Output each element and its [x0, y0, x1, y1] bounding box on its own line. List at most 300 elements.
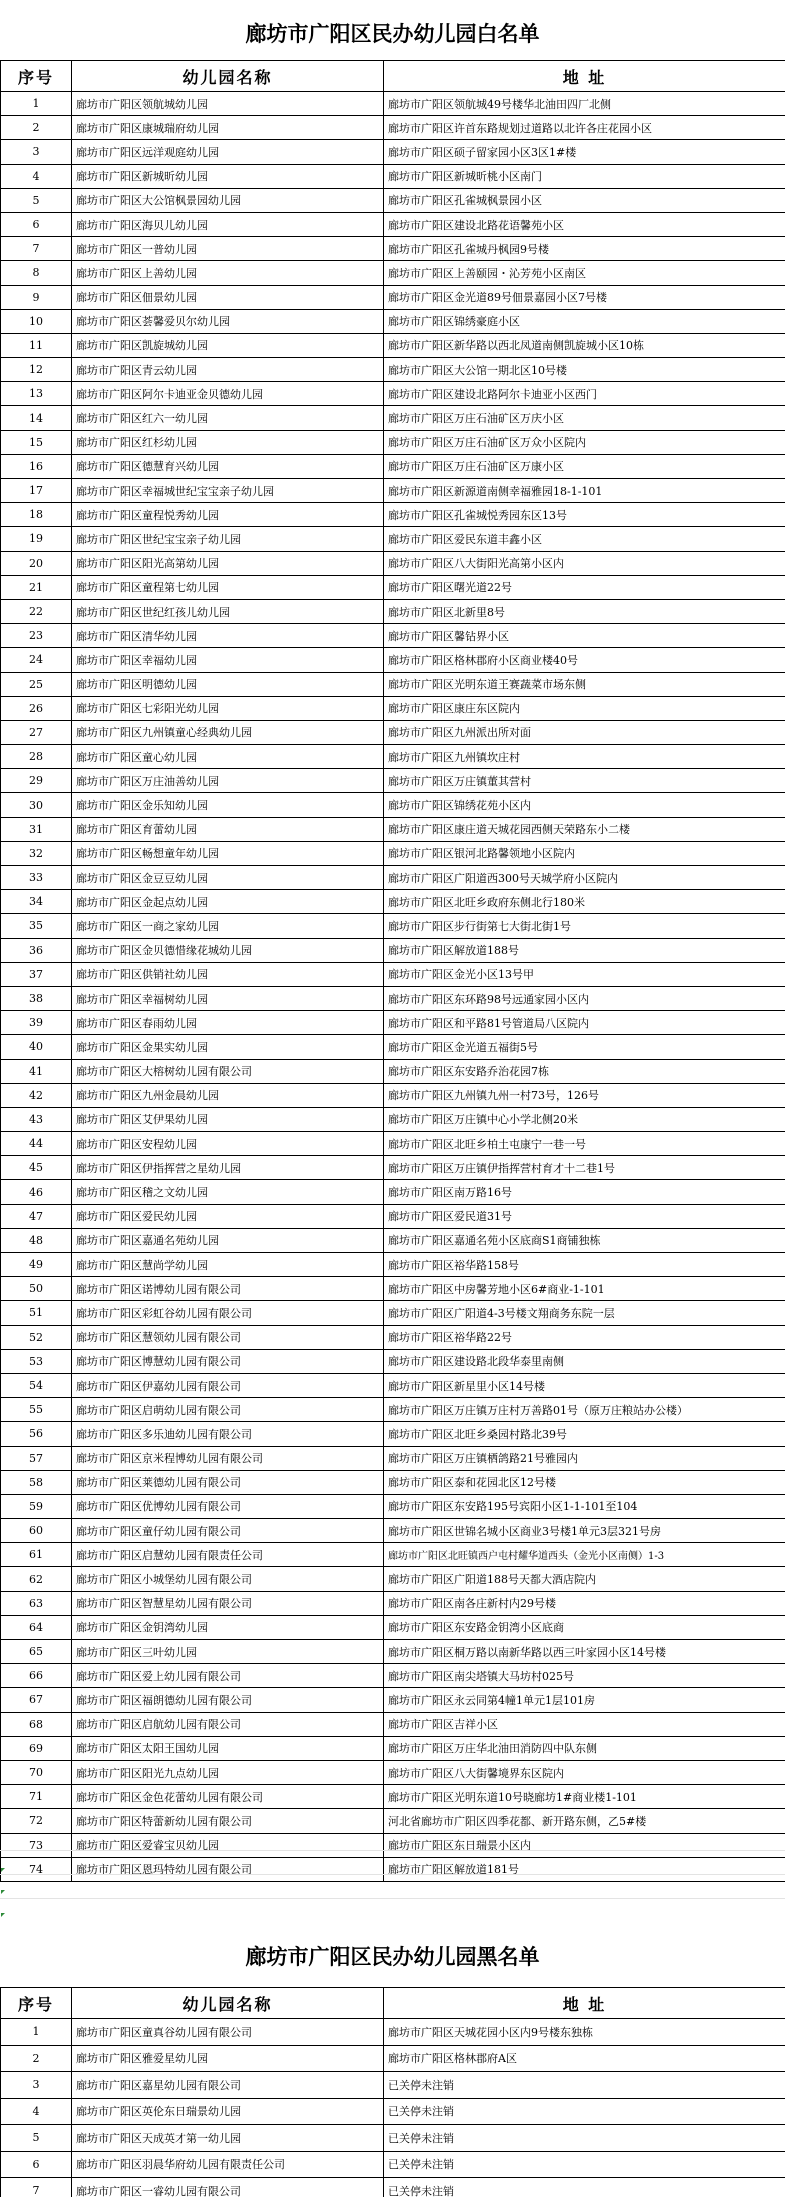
kindergarten-name: 廊坊市广阳区艾伊果幼儿园 [72, 1107, 384, 1131]
kindergarten-name: 廊坊市广阳区领航城幼儿园 [72, 92, 384, 116]
kindergarten-name: 廊坊市广阳区爱上幼儿园有限公司 [72, 1664, 384, 1688]
kindergarten-name: 廊坊市广阳区九州镇童心经典幼儿园 [72, 720, 384, 744]
kindergarten-address: 廊坊市广阳区东日瑞景小区内 [384, 1833, 785, 1857]
kindergarten-name: 廊坊市广阳区童心幼儿园 [72, 745, 384, 769]
row-number: 49 [1, 1253, 72, 1277]
kindergarten-address: 河北省廊坊市广阳区四季花都、新开路东侧，乙5#楼 [384, 1809, 785, 1833]
kindergarten-name: 廊坊市广阳区爱民幼儿园 [72, 1204, 384, 1228]
kindergarten-name: 廊坊市广阳区嘉星幼儿园有限公司 [72, 2072, 384, 2099]
row-number: 40 [1, 1035, 72, 1059]
table-row [1, 2151, 785, 2178]
kindergarten-name: 廊坊市广阳区金果实幼儿园 [72, 1035, 384, 1059]
kindergarten-address: 廊坊市广阳区曙光道22号 [384, 575, 785, 599]
table-row [1, 696, 785, 720]
kindergarten-name: 廊坊市广阳区九州金晨幼儿园 [72, 1083, 384, 1107]
table-row [1, 1059, 785, 1083]
table-row [1, 1494, 785, 1518]
row-number: 23 [1, 624, 72, 648]
row-number: 8 [1, 261, 72, 285]
kindergarten-address: 廊坊市广阳区新星里小区14号楼 [384, 1373, 785, 1397]
kindergarten-address: 廊坊市广阳区光明东道王赛蔬菜市场东侧 [384, 672, 785, 696]
row-number: 21 [1, 575, 72, 599]
table-row [1, 575, 785, 599]
table-row [1, 1349, 785, 1373]
row-number: 20 [1, 551, 72, 575]
header-no: 序号 [1, 61, 72, 92]
kindergarten-name: 廊坊市广阳区幸福幼儿园 [72, 648, 384, 672]
kindergarten-address: 廊坊市广阳区和平路81号管道局八区院内 [384, 1011, 785, 1035]
table-row [1, 1519, 785, 1543]
empty-grid-line [0, 1898, 785, 1899]
row-number: 4 [1, 164, 72, 188]
table-row [1, 890, 785, 914]
table-row [1, 817, 785, 841]
table-row [1, 333, 785, 357]
row-number: 59 [1, 1494, 72, 1518]
kindergarten-name: 廊坊市广阳区新城昕幼儿园 [72, 164, 384, 188]
kindergarten-name: 廊坊市广阳区金贝德惜缘花城幼儿园 [72, 938, 384, 962]
header-name: 幼儿园名称 [72, 1988, 384, 2019]
kindergarten-address: 廊坊市广阳区北新里8号 [384, 599, 785, 623]
kindergarten-address: 廊坊市广阳区爱民东道丰鑫小区 [384, 527, 785, 551]
header-row [1, 61, 785, 92]
kindergarten-address: 廊坊市广阳区北旺乡政府东侧北行180米 [384, 890, 785, 914]
row-number: 56 [1, 1422, 72, 1446]
kindergarten-address: 已关停未注销 [384, 2151, 785, 2178]
row-number: 47 [1, 1204, 72, 1228]
kindergarten-address: 廊坊市广阳区领航城49号楼华北油田四厂北侧 [384, 92, 785, 116]
kindergarten-address: 廊坊市广阳区金光道五福街5号 [384, 1035, 785, 1059]
row-number: 71 [1, 1785, 72, 1809]
kindergarten-address: 廊坊市广阳区大公馆一期北区10号楼 [384, 358, 785, 382]
table-row [1, 188, 785, 212]
kindergarten-name: 廊坊市广阳区博慧幼儿园有限公司 [72, 1349, 384, 1373]
kindergarten-address: 廊坊市广阳区硕子留家园小区3区1#楼 [384, 140, 785, 164]
kindergarten-address: 廊坊市广阳区锦绣花苑小区内 [384, 793, 785, 817]
row-number: 2 [1, 2045, 72, 2072]
kindergarten-address: 廊坊市广阳区吉祥小区 [384, 1712, 785, 1736]
table-row [1, 1107, 785, 1131]
table-row [1, 1640, 785, 1664]
kindergarten-name: 廊坊市广阳区佃景幼儿园 [72, 285, 384, 309]
table-row [1, 2072, 785, 2099]
row-number: 46 [1, 1180, 72, 1204]
row-number: 44 [1, 1132, 72, 1156]
row-number: 3 [1, 140, 72, 164]
kindergarten-name: 廊坊市广阳区畅想童年幼儿园 [72, 841, 384, 865]
row-number: 58 [1, 1470, 72, 1494]
kindergarten-address: 廊坊市广阳区天城花园小区内9号楼东独栋 [384, 2019, 785, 2046]
table-row [1, 2045, 785, 2072]
table-row [1, 1809, 785, 1833]
table-row [1, 1180, 785, 1204]
row-number: 6 [1, 212, 72, 236]
kindergarten-address: 廊坊市广阳区馨钻界小区 [384, 624, 785, 648]
row-number: 70 [1, 1760, 72, 1784]
row-number: 55 [1, 1398, 72, 1422]
kindergarten-address: 廊坊市广阳区万庄镇万庄村万善路01号（原万庄粮站办公楼） [384, 1398, 785, 1422]
kindergarten-name: 廊坊市广阳区诺博幼儿园有限公司 [72, 1277, 384, 1301]
row-number: 5 [1, 2125, 72, 2152]
kindergarten-address: 廊坊市广阳区裕华路158号 [384, 1253, 785, 1277]
row-number: 14 [1, 406, 72, 430]
table-row [1, 769, 785, 793]
table-row [1, 454, 785, 478]
row-number: 62 [1, 1567, 72, 1591]
table-row [1, 92, 785, 116]
header-name: 幼儿园名称 [72, 61, 384, 92]
kindergarten-name: 廊坊市广阳区嘉通名苑幼儿园 [72, 1228, 384, 1252]
kindergarten-name: 廊坊市广阳区金起点幼儿园 [72, 890, 384, 914]
row-number: 22 [1, 599, 72, 623]
table-row [1, 1857, 785, 1881]
kindergarten-address: 廊坊市广阳区万庄镇栖鸽路21号雅园内 [384, 1446, 785, 1470]
row-number: 54 [1, 1373, 72, 1397]
kindergarten-address: 廊坊市广阳区新源道南侧幸福雅园18-1-101 [384, 479, 785, 503]
kindergarten-address: 廊坊市广阳区万庄镇伊指挥营村育才十二巷1号 [384, 1156, 785, 1180]
kindergarten-address: 廊坊市广阳区康庄道天城花园西侧天荣路东小二楼 [384, 817, 785, 841]
table-row [1, 1011, 785, 1035]
kindergarten-address: 廊坊市广阳区中房馨芳地小区6#商业-1-101 [384, 1277, 785, 1301]
row-number: 38 [1, 986, 72, 1010]
row-number: 73 [1, 1833, 72, 1857]
row-number: 26 [1, 696, 72, 720]
row-number: 18 [1, 503, 72, 527]
kindergarten-address: 廊坊市广阳区泰和花园北区12号楼 [384, 1470, 785, 1494]
kindergarten-address: 廊坊市广阳区步行街第七大街北街1号 [384, 914, 785, 938]
row-number: 13 [1, 382, 72, 406]
row-number: 51 [1, 1301, 72, 1325]
table-row [1, 1325, 785, 1349]
table-row [1, 624, 785, 648]
row-number: 11 [1, 333, 72, 357]
blacklist-body [1, 2019, 785, 2197]
kindergarten-address: 廊坊市广阳区建设北路花语馨苑小区 [384, 212, 785, 236]
kindergarten-name: 廊坊市广阳区幸福树幼儿园 [72, 986, 384, 1010]
table-row [1, 1301, 785, 1325]
kindergarten-name: 廊坊市广阳区红杉幼儿园 [72, 430, 384, 454]
table-row [1, 527, 785, 551]
table-row [1, 914, 785, 938]
kindergarten-address: 廊坊市广阳区建设路北段华泰里南侧 [384, 1349, 785, 1373]
table-row [1, 382, 785, 406]
table-row [1, 2178, 785, 2197]
kindergarten-address: 廊坊市广阳区解放道188号 [384, 938, 785, 962]
kindergarten-address: 廊坊市广阳区金光小区13号甲 [384, 962, 785, 986]
kindergarten-name: 廊坊市广阳区红六一幼儿园 [72, 406, 384, 430]
blacklist-title: 廊坊市广阳区民办幼儿园黑名单 [245, 1944, 540, 1969]
kindergarten-name: 廊坊市广阳区海贝儿幼儿园 [72, 212, 384, 236]
row-number: 7 [1, 237, 72, 261]
kindergarten-name: 廊坊市广阳区金豆豆幼儿园 [72, 866, 384, 890]
kindergarten-address: 廊坊市广阳区格林郡府小区商业楼40号 [384, 648, 785, 672]
kindergarten-address: 廊坊市广阳区永云同第4幢1单元1层101房 [384, 1688, 785, 1712]
kindergarten-address: 廊坊市广阳区东安路乔治花园7栋 [384, 1059, 785, 1083]
kindergarten-name: 廊坊市广阳区一商之家幼儿园 [72, 914, 384, 938]
row-number: 32 [1, 841, 72, 865]
kindergarten-name: 廊坊市广阳区恩玛特幼儿园有限公司 [72, 1857, 384, 1881]
kindergarten-address: 廊坊市广阳区北旺乡桑园村路北39号 [384, 1422, 785, 1446]
table-row [1, 938, 785, 962]
row-number: 60 [1, 1519, 72, 1543]
table-row [1, 1035, 785, 1059]
kindergarten-name: 廊坊市广阳区童仔幼儿园有限公司 [72, 1519, 384, 1543]
cell-error-marker [1, 1913, 5, 1917]
kindergarten-name: 廊坊市广阳区一普幼儿园 [72, 237, 384, 261]
kindergarten-name: 廊坊市广阳区福朗德幼儿园有限公司 [72, 1688, 384, 1712]
kindergarten-address: 已关停未注销 [384, 2098, 785, 2125]
table-row [1, 672, 785, 696]
kindergarten-address: 廊坊市广阳区康庄东区院内 [384, 696, 785, 720]
row-number: 3 [1, 2072, 72, 2099]
kindergarten-name: 廊坊市广阳区育蕾幼儿园 [72, 817, 384, 841]
kindergarten-name: 廊坊市广阳区德慧育兴幼儿园 [72, 454, 384, 478]
kindergarten-name: 廊坊市广阳区康城瑞府幼儿园 [72, 116, 384, 140]
kindergarten-name: 廊坊市广阳区三叶幼儿园 [72, 1640, 384, 1664]
empty-grid-line [0, 1874, 785, 1875]
row-number: 24 [1, 648, 72, 672]
kindergarten-address: 廊坊市广阳区桐万路以南新华路以西三叶家园小区14号楼 [384, 1640, 785, 1664]
kindergarten-address: 廊坊市广阳区北旺镇西户屯村耀华道西头（金光小区南侧）1-3 [384, 1543, 785, 1567]
whitelist-title: 廊坊市广阳区民办幼儿园白名单 [245, 21, 540, 46]
table-row [1, 841, 785, 865]
table-row [1, 503, 785, 527]
kindergarten-address: 廊坊市广阳区万庄华北油田消防四中队东侧 [384, 1736, 785, 1760]
empty-grid-line [0, 1850, 785, 1851]
kindergarten-address: 廊坊市广阳区万庄石油矿区万康小区 [384, 454, 785, 478]
kindergarten-name: 廊坊市广阳区优博幼儿园有限公司 [72, 1494, 384, 1518]
row-number: 6 [1, 2151, 72, 2178]
kindergarten-address: 廊坊市广阳区九州镇九州一村73号，126号 [384, 1083, 785, 1107]
kindergarten-address: 廊坊市广阳区广阳道西300号天城学府小区院内 [384, 866, 785, 890]
kindergarten-address: 廊坊市广阳区广阳道188号天都大酒店院内 [384, 1567, 785, 1591]
row-number: 30 [1, 793, 72, 817]
kindergarten-name: 廊坊市广阳区阳光高第幼儿园 [72, 551, 384, 575]
kindergarten-name: 廊坊市广阳区莱德幼儿园有限公司 [72, 1470, 384, 1494]
kindergarten-name: 廊坊市广阳区京米程博幼儿园有限公司 [72, 1446, 384, 1470]
kindergarten-name: 廊坊市广阳区青云幼儿园 [72, 358, 384, 382]
table-row [1, 1833, 785, 1857]
table-row [1, 406, 785, 430]
table-row [1, 1083, 785, 1107]
row-number: 15 [1, 430, 72, 454]
kindergarten-address: 廊坊市广阳区爱民道31号 [384, 1204, 785, 1228]
row-number: 74 [1, 1857, 72, 1881]
whitelist-table [0, 60, 785, 1882]
table-row [1, 986, 785, 1010]
table-row [1, 1373, 785, 1397]
row-number: 37 [1, 962, 72, 986]
table-row [1, 2125, 785, 2152]
table-row [1, 1422, 785, 1446]
kindergarten-address: 廊坊市广阳区广阳道4-3号楼文翔商务东院一层 [384, 1301, 785, 1325]
kindergarten-address: 廊坊市广阳区银河北路馨领地小区院内 [384, 841, 785, 865]
row-number: 61 [1, 1543, 72, 1567]
table-row [1, 1446, 785, 1470]
kindergarten-address: 廊坊市广阳区东安路195号宾阳小区1-1-101至104 [384, 1494, 785, 1518]
kindergarten-name: 廊坊市广阳区世纪宝宝亲子幼儿园 [72, 527, 384, 551]
kindergarten-name: 廊坊市广阳区伊嘉幼儿园有限公司 [72, 1373, 384, 1397]
kindergarten-name: 廊坊市广阳区智慧星幼儿园有限公司 [72, 1591, 384, 1615]
kindergarten-address: 廊坊市广阳区金光道89号佃景嘉园小区7号楼 [384, 285, 785, 309]
table-row [1, 1736, 785, 1760]
row-number: 27 [1, 720, 72, 744]
table-row [1, 1591, 785, 1615]
row-number: 33 [1, 866, 72, 890]
table-row [1, 261, 785, 285]
table-row [1, 237, 785, 261]
row-number: 16 [1, 454, 72, 478]
row-number: 7 [1, 2178, 72, 2197]
kindergarten-address: 廊坊市广阳区孔雀城悦秀园东区13号 [384, 503, 785, 527]
kindergarten-address: 廊坊市广阳区光明东道10号晓廊坊1#商业楼1-101 [384, 1785, 785, 1809]
kindergarten-address: 廊坊市广阳区万庄镇中心小学北侧20米 [384, 1107, 785, 1131]
kindergarten-address: 廊坊市广阳区孔雀城枫景园小区 [384, 188, 785, 212]
kindergarten-name: 廊坊市广阳区多乐迪幼儿园有限公司 [72, 1422, 384, 1446]
kindergarten-name: 廊坊市广阳区启航幼儿园有限公司 [72, 1712, 384, 1736]
kindergarten-name: 廊坊市广阳区安程幼儿园 [72, 1132, 384, 1156]
table-row [1, 212, 785, 236]
kindergarten-name: 廊坊市广阳区大榕树幼儿园有限公司 [72, 1059, 384, 1083]
kindergarten-address: 廊坊市广阳区万庄镇董其营村 [384, 769, 785, 793]
kindergarten-address: 廊坊市广阳区万庄石油矿区万众小区院内 [384, 430, 785, 454]
kindergarten-name: 廊坊市广阳区伊指挥营之星幼儿园 [72, 1156, 384, 1180]
table-row [1, 793, 785, 817]
kindergarten-name: 廊坊市广阳区慧尚学幼儿园 [72, 1253, 384, 1277]
row-number: 67 [1, 1688, 72, 1712]
row-number: 72 [1, 1809, 72, 1833]
kindergarten-name: 廊坊市广阳区雅爱星幼儿园 [72, 2045, 384, 2072]
row-number: 52 [1, 1325, 72, 1349]
kindergarten-address: 已关停未注销 [384, 2072, 785, 2099]
kindergarten-address: 已关停未注销 [384, 2178, 785, 2197]
row-number: 69 [1, 1736, 72, 1760]
table-row [1, 745, 785, 769]
kindergarten-name: 廊坊市广阳区清华幼儿园 [72, 624, 384, 648]
row-number: 45 [1, 1156, 72, 1180]
table-row [1, 285, 785, 309]
table-row [1, 599, 785, 623]
kindergarten-name: 廊坊市广阳区供销社幼儿园 [72, 962, 384, 986]
kindergarten-name: 廊坊市广阳区大公馆枫景园幼儿园 [72, 188, 384, 212]
kindergarten-name: 廊坊市广阳区阳光九点幼儿园 [72, 1760, 384, 1784]
table-row [1, 1228, 785, 1252]
row-number: 2 [1, 116, 72, 140]
row-number: 57 [1, 1446, 72, 1470]
row-number: 31 [1, 817, 72, 841]
kindergarten-address: 廊坊市广阳区锦绣豪庭小区 [384, 309, 785, 333]
table-row [1, 551, 785, 575]
table-row [1, 140, 785, 164]
row-number: 63 [1, 1591, 72, 1615]
row-number: 53 [1, 1349, 72, 1373]
row-number: 10 [1, 309, 72, 333]
whitelist-body [1, 92, 785, 1882]
table-row [1, 1760, 785, 1784]
row-number: 34 [1, 890, 72, 914]
kindergarten-name: 廊坊市广阳区特蕾新幼儿园有限公司 [72, 1809, 384, 1833]
kindergarten-name: 廊坊市广阳区凯旋城幼儿园 [72, 333, 384, 357]
row-number: 1 [1, 2019, 72, 2046]
kindergarten-name: 廊坊市广阳区启萌幼儿园有限公司 [72, 1398, 384, 1422]
row-number: 12 [1, 358, 72, 382]
kindergarten-address: 廊坊市广阳区新城昕桃小区南门 [384, 164, 785, 188]
kindergarten-name: 廊坊市广阳区幸福城世纪宝宝亲子幼儿园 [72, 479, 384, 503]
row-number: 5 [1, 188, 72, 212]
table-row [1, 479, 785, 503]
table-row [1, 1204, 785, 1228]
kindergarten-name: 廊坊市广阳区世纪红孩儿幼儿园 [72, 599, 384, 623]
kindergarten-name: 廊坊市广阳区七彩阳光幼儿园 [72, 696, 384, 720]
table-row [1, 866, 785, 890]
kindergarten-name: 廊坊市广阳区明德幼儿园 [72, 672, 384, 696]
kindergarten-name: 廊坊市广阳区童真谷幼儿园有限公司 [72, 2019, 384, 2046]
kindergarten-address: 廊坊市广阳区东环路98号远通家园小区内 [384, 986, 785, 1010]
row-number: 42 [1, 1083, 72, 1107]
table-row [1, 1156, 785, 1180]
kindergarten-address: 廊坊市广阳区许首东路规划过道路以北许各庄花园小区 [384, 116, 785, 140]
kindergarten-name: 廊坊市广阳区金乐知幼儿园 [72, 793, 384, 817]
row-number: 65 [1, 1640, 72, 1664]
kindergarten-name: 廊坊市广阳区慧领幼儿园有限公司 [72, 1325, 384, 1349]
kindergarten-name: 廊坊市广阳区童程悦秀幼儿园 [72, 503, 384, 527]
row-number: 29 [1, 769, 72, 793]
table-row [1, 720, 785, 744]
table-row [1, 1398, 785, 1422]
header-addr: 地 址 [384, 1988, 785, 2019]
kindergarten-address: 廊坊市广阳区南万路16号 [384, 1180, 785, 1204]
row-number: 4 [1, 2098, 72, 2125]
row-number: 1 [1, 92, 72, 116]
table-row [1, 430, 785, 454]
kindergarten-name: 廊坊市广阳区小城堡幼儿园有限公司 [72, 1567, 384, 1591]
kindergarten-name: 廊坊市广阳区上善幼儿园 [72, 261, 384, 285]
kindergarten-name: 廊坊市广阳区金钥湾幼儿园 [72, 1615, 384, 1639]
kindergarten-name: 廊坊市广阳区太阳王国幼儿园 [72, 1736, 384, 1760]
table-row [1, 1688, 785, 1712]
blacklist-table [0, 1987, 785, 2197]
table-row [1, 164, 785, 188]
row-number: 66 [1, 1664, 72, 1688]
table-row [1, 1543, 785, 1567]
kindergarten-address: 廊坊市广阳区东安路金钥湾小区底商 [384, 1615, 785, 1639]
kindergarten-address: 廊坊市广阳区解放道181号 [384, 1857, 785, 1881]
row-number: 48 [1, 1228, 72, 1252]
table-row [1, 1277, 785, 1301]
table-row [1, 1615, 785, 1639]
table-row [1, 309, 785, 333]
kindergarten-name: 廊坊市广阳区阿尔卡迪亚金贝德幼儿园 [72, 382, 384, 406]
table-row [1, 1712, 785, 1736]
kindergarten-name: 廊坊市广阳区爱睿宝贝幼儿园 [72, 1833, 384, 1857]
row-number: 9 [1, 285, 72, 309]
kindergarten-name: 廊坊市广阳区羽晨华府幼儿园有限责任公司 [72, 2151, 384, 2178]
cell-error-marker [1, 1890, 5, 1894]
kindergarten-name: 廊坊市广阳区远洋观庭幼儿园 [72, 140, 384, 164]
row-number: 43 [1, 1107, 72, 1131]
row-number: 41 [1, 1059, 72, 1083]
kindergarten-address: 廊坊市广阳区万庄石油矿区万庆小区 [384, 406, 785, 430]
kindergarten-address: 廊坊市广阳区格林郡府A区 [384, 2045, 785, 2072]
row-number: 68 [1, 1712, 72, 1736]
row-number: 64 [1, 1615, 72, 1639]
table-row [1, 1567, 785, 1591]
row-number: 25 [1, 672, 72, 696]
kindergarten-address: 廊坊市广阳区裕华路22号 [384, 1325, 785, 1349]
row-number: 35 [1, 914, 72, 938]
header-row [1, 1988, 785, 2019]
cell-error-markers [0, 1858, 12, 1928]
